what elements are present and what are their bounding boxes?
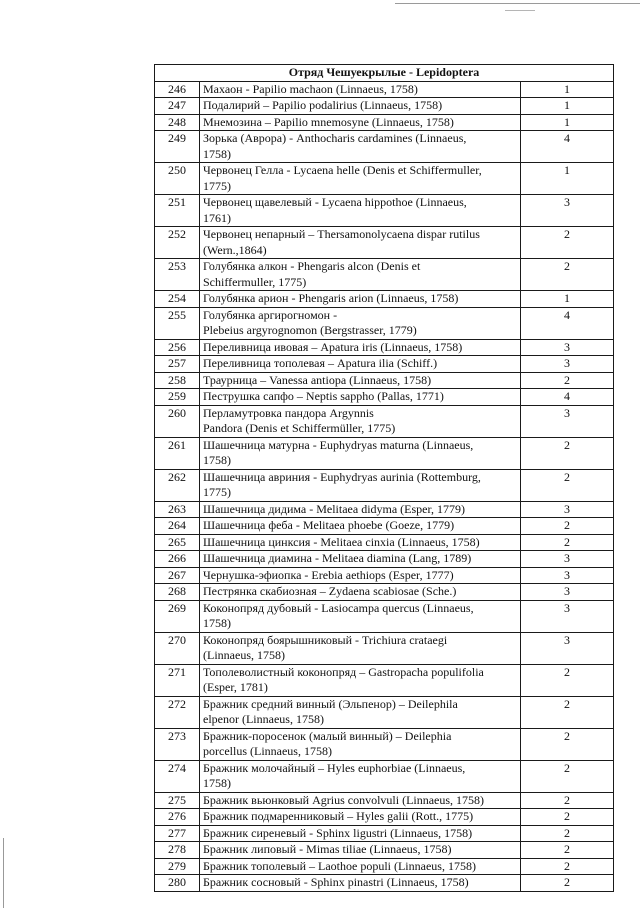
species-name-line: Шашечница матурна - Euphydryas maturna (Linnaeus,: [203, 437, 474, 452]
species-name-line: Перламутровка пандора Argynnis: [203, 405, 374, 420]
category: 3: [521, 584, 614, 601]
species-name: [200, 842, 521, 859]
row-number: 277: [155, 825, 200, 842]
category: 4: [521, 389, 614, 406]
species-name: [200, 291, 521, 308]
row-number: 280: [155, 875, 200, 892]
species-name-line: Голубянка арион - Phengaris arion (Linnaeus, 1758): [203, 291, 459, 305]
species-name-line: Шашечница авриния - Euphydryas aurinia (Rottemburg,: [203, 469, 481, 484]
species-name-line: (Wern.,1864): [203, 242, 267, 257]
species-name-line: Пестрянка скабиозная – Zydaena scabiosae (Sche.): [203, 584, 457, 598]
species-name-line: Бражник вьюнковый Agrius convolvuli (Linnaeus, 1758): [203, 792, 485, 807]
species-name: [200, 501, 521, 518]
category: 2: [521, 696, 614, 728]
species-name: [200, 469, 521, 501]
species-name: [200, 858, 521, 875]
category: 1: [521, 291, 614, 308]
order-header-row: [155, 65, 614, 82]
category: 2: [521, 842, 614, 859]
table-row: [155, 696, 614, 728]
species-name-line: Шашечница дидима - Melitaea didyma (Esper, 1779): [203, 501, 466, 516]
row-number: 247: [155, 98, 200, 115]
species-name: [200, 534, 521, 551]
species-name: [200, 163, 521, 195]
row-number: 251: [155, 195, 200, 227]
species-name-line: Подалирий – Papilio podalirius (Linnaeus, 1758): [203, 98, 443, 112]
species-name-line: Голубянка алкон - Phengaris alcon (Denis et: [203, 259, 421, 273]
category: 4: [521, 131, 614, 163]
species-name-line: Переливница ивовая – Apatura iris (Linnaeus, 1758): [203, 339, 463, 354]
species-name: [200, 389, 521, 406]
species-name-line: Шашечница цинксия - Melitaea cinxia (Linnaeus, 1758): [203, 534, 480, 549]
table-row: [155, 534, 614, 551]
species-name: [200, 567, 521, 584]
species-name-line: Шашечница диамина - Melitaea diamina (Lang, 1789): [203, 551, 472, 565]
table-row: [155, 584, 614, 601]
species-name: [200, 792, 521, 809]
category: 2: [521, 227, 614, 259]
category: 1: [521, 163, 614, 195]
species-name: [200, 551, 521, 568]
row-number: 262: [155, 469, 200, 501]
row-number: 255: [155, 307, 200, 339]
table-row: [155, 632, 614, 664]
table-row: [155, 114, 614, 131]
table-row: [155, 227, 614, 259]
category: 2: [521, 518, 614, 535]
species-name: [200, 372, 521, 389]
species-name: [200, 584, 521, 601]
table-row: [155, 518, 614, 535]
category: 2: [521, 437, 614, 469]
category: 1: [521, 98, 614, 115]
species-name-line: 1775): [203, 178, 231, 193]
table-row: [155, 291, 614, 308]
row-number: 270: [155, 632, 200, 664]
category: 1: [521, 114, 614, 131]
table-row: [155, 81, 614, 98]
order-header: Отряд Чешуекрылые - Lepidoptera: [155, 65, 614, 82]
category: 2: [521, 809, 614, 826]
category: 2: [521, 875, 614, 892]
category: 3: [521, 405, 614, 437]
species-name-line: elpenor (Linnaeus, 1758): [203, 712, 324, 726]
species-name: [200, 809, 521, 826]
category: 2: [521, 534, 614, 551]
species-name-line: Чернушка-эфиопка - Erebia aethiops (Esper, 1777): [203, 567, 454, 582]
row-number: 278: [155, 842, 200, 859]
margin-mark: [3, 838, 4, 908]
row-number: 261: [155, 437, 200, 469]
species-name-line: Бражник сосновый - Sphinx pinastri (Linnaeus, 1758): [203, 875, 469, 889]
species-name-line: 1758): [203, 146, 231, 161]
table-row: [155, 858, 614, 875]
table-row: [155, 501, 614, 518]
table-row: [155, 405, 614, 437]
species-name-line: (Linnaeus, 1758): [203, 648, 285, 662]
row-number: 274: [155, 760, 200, 792]
table-row: [155, 98, 614, 115]
category: 2: [521, 259, 614, 291]
row-number: 272: [155, 696, 200, 728]
species-name: [200, 696, 521, 728]
species-rows: [155, 81, 614, 891]
category: 3: [521, 339, 614, 356]
table-row: [155, 389, 614, 406]
category: 3: [521, 600, 614, 632]
species-name-line: Бражник тополевый – Laothoe populi (Linnaeus, 1758): [203, 858, 476, 873]
species-name: [200, 518, 521, 535]
category: 2: [521, 760, 614, 792]
row-number: 249: [155, 131, 200, 163]
species-name-line: Траурница – Vanessa antiopa (Linnaeus, 1758): [203, 372, 432, 387]
table-row: [155, 792, 614, 809]
row-number: 250: [155, 163, 200, 195]
table-row: [155, 437, 614, 469]
row-number: 259: [155, 389, 200, 406]
species-name-line: Тополеволистный коконопряд – Gastropacha populifolia: [203, 664, 484, 679]
row-number: 248: [155, 114, 200, 131]
table-row: [155, 356, 614, 373]
table-row: [155, 551, 614, 568]
row-number: 271: [155, 664, 200, 696]
species-name: [200, 356, 521, 373]
species-name-line: Бражник липовый - Mimas tiliae (Linnaeus, 1758): [203, 842, 452, 856]
species-name-line: 1758): [203, 616, 231, 630]
category: 3: [521, 356, 614, 373]
table-row: [155, 469, 614, 501]
species-name-line: Червонец Гелла - Lycaena helle (Denis et Schiffermuller,: [203, 163, 482, 177]
table-row: [155, 600, 614, 632]
table-row: [155, 307, 614, 339]
species-name-line: Коконопряд боярышниковый - Trichiura crataegi: [203, 632, 448, 647]
species-name: [200, 405, 521, 437]
row-number: 276: [155, 809, 200, 826]
category: 2: [521, 825, 614, 842]
species-name-line: 1761): [203, 210, 231, 225]
species-name-line: Бражник-поросенок (малый винный) – Deilephia: [203, 728, 452, 743]
species-name: [200, 307, 521, 339]
category: 2: [521, 792, 614, 809]
species-name: [200, 227, 521, 259]
species-name-line: Червонец щавелевый - Lycaena hippothoe (Linnaeus,: [203, 195, 467, 209]
species-name: [200, 600, 521, 632]
species-name-line: Бражник подмаренниковый – Hyles galii (Rott., 1775): [203, 809, 474, 823]
species-name: [200, 339, 521, 356]
species-name-line: 1775): [203, 485, 231, 499]
row-number: 246: [155, 81, 200, 98]
species-name-line: 1758): [203, 453, 231, 467]
category: 2: [521, 372, 614, 389]
table-row: [155, 372, 614, 389]
category: 2: [521, 469, 614, 501]
row-number: 256: [155, 339, 200, 356]
table-row: [155, 664, 614, 696]
species-name: [200, 632, 521, 664]
species-name-line: Бражник средний винный (Эльпенор) – Deilephila: [203, 696, 458, 711]
species-table: [154, 64, 614, 892]
species-name-line: Пеструшка сапфо – Neptis sappho (Pallas, 1771): [203, 389, 444, 403]
table-row: [155, 259, 614, 291]
species-name: [200, 760, 521, 792]
species-name: [200, 131, 521, 163]
species-name-line: Махаон - Papilio machaon (Linnaeus, 1758): [203, 81, 418, 96]
table-row: [155, 809, 614, 826]
species-name-line: Мнемозина – Papilio mnemosyne (Linnaeus, 1758): [203, 114, 454, 129]
species-name-line: Червонец непарный – Thersamonolycaena dispar rutilus: [203, 227, 480, 241]
table-row: [155, 131, 614, 163]
table-row: [155, 339, 614, 356]
row-number: 269: [155, 600, 200, 632]
table-row: [155, 825, 614, 842]
category: 3: [521, 567, 614, 584]
row-number: 266: [155, 551, 200, 568]
row-number: 260: [155, 405, 200, 437]
table-row: [155, 728, 614, 760]
category: 3: [521, 195, 614, 227]
table-row: [155, 842, 614, 859]
species-name-line: Бражник сиреневый - Sphinx ligustri (Linnaeus, 1758): [203, 825, 473, 840]
species-name: [200, 664, 521, 696]
species-name: [200, 114, 521, 131]
category: 2: [521, 858, 614, 875]
species-name-line: Шашечница феба - Melitaea phoebe (Goeze, 1779): [203, 518, 455, 532]
species-name: [200, 825, 521, 842]
category: 2: [521, 728, 614, 760]
species-name-line: Коконопряд дубовый - Lasiocampa quercus (Linnaeus,: [203, 600, 474, 615]
top-rule: [395, 3, 640, 4]
row-number: 257: [155, 356, 200, 373]
category: 2: [521, 664, 614, 696]
row-number: 265: [155, 534, 200, 551]
row-number: 267: [155, 567, 200, 584]
row-number: 264: [155, 518, 200, 535]
table-row: [155, 567, 614, 584]
row-number: 273: [155, 728, 200, 760]
row-number: 268: [155, 584, 200, 601]
species-name: [200, 81, 521, 98]
species-name-line: Бражник молочайный – Hyles euphorbiae (Linnaeus,: [203, 760, 466, 775]
category: 3: [521, 501, 614, 518]
category: 1: [521, 81, 614, 98]
species-name: [200, 437, 521, 469]
species-name-line: Зорька (Аврора) - Anthocharis cardamines (Linnaeus,: [203, 131, 467, 145]
category: 3: [521, 632, 614, 664]
species-name-line: Переливница тополевая – Apatura ilia (Schiff.): [203, 356, 438, 370]
row-number: 263: [155, 501, 200, 518]
species-name-line: 1758): [203, 776, 231, 790]
species-name: [200, 259, 521, 291]
species-name-line: Голубянка аргирогномон -: [203, 307, 338, 322]
row-number: 279: [155, 858, 200, 875]
table-row: [155, 875, 614, 892]
category: 4: [521, 307, 614, 339]
row-number: 254: [155, 291, 200, 308]
top-rule-short: [505, 10, 535, 11]
species-name-line: Plebeius argyrognomon (Bergstrasser, 1779): [203, 323, 417, 337]
species-name: [200, 98, 521, 115]
row-number: 258: [155, 372, 200, 389]
category: 3: [521, 551, 614, 568]
species-name-line: Schiffermuller, 1775): [203, 274, 307, 289]
species-name-line: porcellus (Linnaeus, 1758): [203, 744, 332, 758]
table-row: [155, 163, 614, 195]
species-name: [200, 195, 521, 227]
row-number: 275: [155, 792, 200, 809]
species-name-line: Pandora (Denis et Schiffermüller, 1775): [203, 421, 396, 435]
species-name-line: (Esper, 1781): [203, 680, 268, 694]
species-name: [200, 728, 521, 760]
row-number: 253: [155, 259, 200, 291]
row-number: 252: [155, 227, 200, 259]
species-name: [200, 875, 521, 892]
table-row: [155, 195, 614, 227]
table-row: [155, 760, 614, 792]
